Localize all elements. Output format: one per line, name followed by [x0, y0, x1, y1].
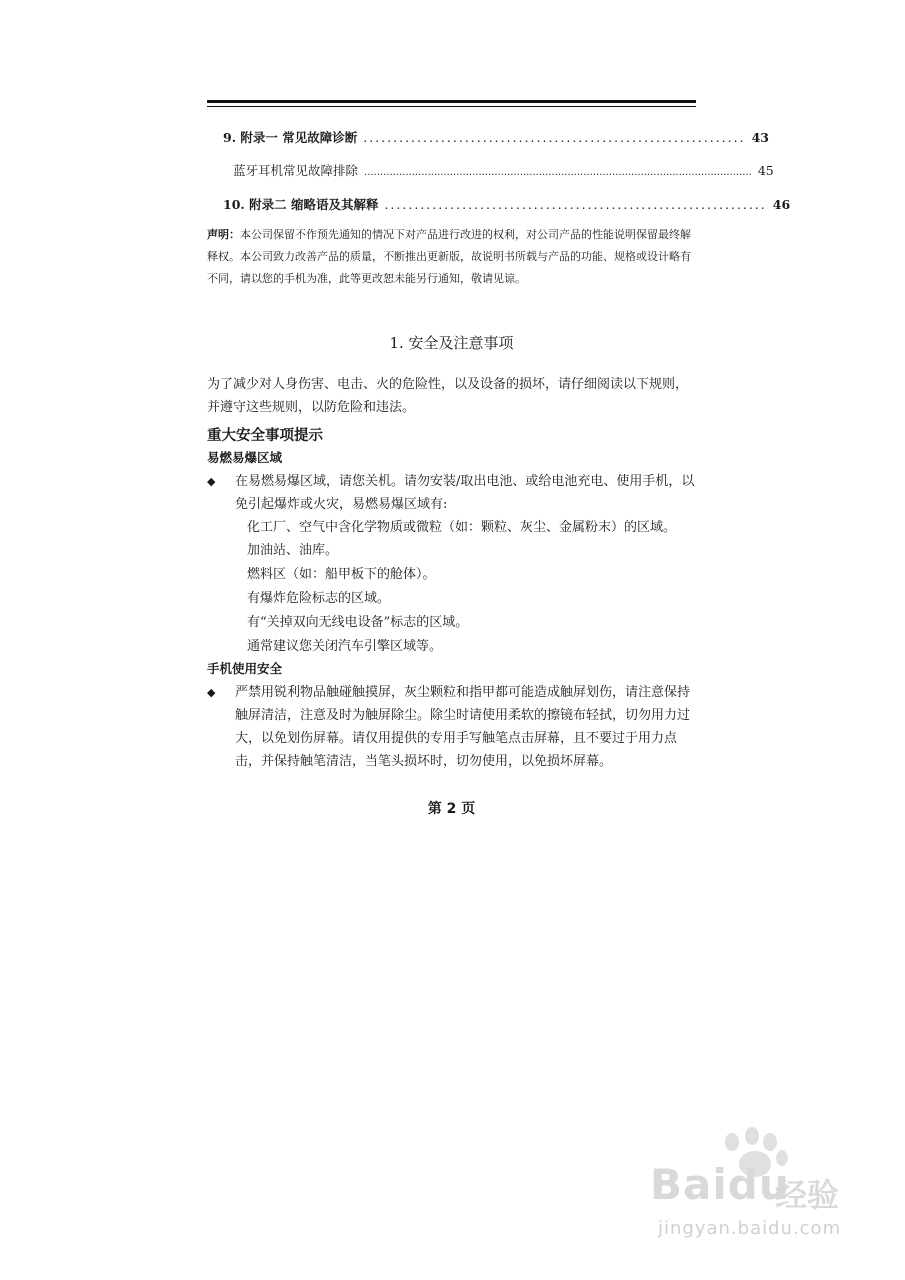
- toc-leader-dots: ..........................................................................................................................: [364, 167, 752, 178]
- section-title: 1. 安全及注意事项: [389, 334, 514, 352]
- toc-entry-label: 蓝牙耳机常见故障排除: [233, 163, 359, 178]
- list-item: 通常建议您关闭汽车引擎区域等。: [247, 639, 443, 654]
- list-item: 加油站、油库。: [247, 543, 339, 558]
- bullet-flammable: [207, 470, 696, 516]
- watermark-url: jingyan.baidu.com: [658, 1218, 842, 1239]
- heading-major-safety: 重大安全事项提示: [207, 428, 323, 444]
- heading-phone-safety: 手机使用安全: [207, 661, 283, 676]
- bullet-text: 严禁用锐利物品触碰触摸屏，灰尘颗粒和指甲都可能造成触屏划伤，请注意保持触屏清洁，注意及时为触屏除尘。除尘时请使用柔软的擦镜布轻拭，切勿用力过大，以免划伤屏幕。请仅用提供的专用手写触笔点击屏幕，且不要过于用力点击，并保持触笔清洁，当笔头损坏时，切勿使用，以免损坏屏幕。: [235, 685, 691, 769]
- diamond-bullet-icon: ◆: [207, 475, 216, 488]
- intro-paragraph: 为了减少对人身伤害、电击、火的危险性，以及设备的损坏，请仔细阅读以下规则，并遵守这些规则，以防危险和违法。: [207, 377, 689, 415]
- disclaimer-notice: [207, 224, 696, 290]
- watermark-label: 经验: [775, 1176, 840, 1214]
- diamond-bullet-icon: ◆: [207, 686, 216, 699]
- baidu-watermark: [600, 1130, 890, 1270]
- list-item: 有“关掉双向无线电设备”标志的区域。: [247, 615, 469, 630]
- header-rule-thick: [207, 100, 696, 103]
- toc-entry-label: 10. 附录二 缩略语及其解释: [223, 197, 379, 212]
- list-item: 化工厂、空气中含化学物质或微粒（如：颗粒、灰尘、金属粉末）的区域。: [247, 520, 677, 535]
- toc-entry-label: 9. 附录一 常见故障诊断: [223, 130, 358, 145]
- watermark-logo: Baidu: [650, 1160, 790, 1209]
- heading-flammable-area: 易燃易爆区域: [207, 450, 283, 465]
- toc-page-number: 43: [751, 130, 769, 145]
- disclaimer-text: 本公司保留不作预先通知的情况下对产品进行改进的权利，对公司产品的性能说明保留最终解释权。本公司致力改善产品的质量，不断推出更新版，故说明书所载与产品的功能、规格或设计略有不同，请以您的手机为准，此等更改恕未能另行通知，敬请见谅。: [207, 228, 691, 285]
- header-rule-thin: [207, 106, 696, 107]
- toc-leader-dots: ................................................................: [384, 197, 767, 212]
- bullet-text: 在易燃易爆区域，请您关机。请勿安装/取出电池、或给电池充电、使用手机，以免引起爆炸或火灾，易燃易爆区域有:: [235, 474, 695, 512]
- toc-entry-bluetooth[interactable]: [207, 161, 774, 181]
- toc-entry-appendix-2[interactable]: [207, 195, 791, 215]
- disclaimer-label: 声明：: [207, 228, 240, 241]
- page-number-footer: 第 2 页: [427, 801, 476, 817]
- toc-page-number: 45: [757, 163, 774, 178]
- toc-entry-appendix-1[interactable]: [207, 128, 769, 148]
- list-item: 燃料区（如：船甲板下的舱体）。: [247, 567, 436, 582]
- list-item: 有爆炸危险标志的区域。: [247, 591, 391, 606]
- toc-leader-dots: ................................................................: [363, 130, 746, 145]
- toc-page-number: 46: [772, 197, 791, 212]
- bullet-phone-safety: [207, 681, 696, 773]
